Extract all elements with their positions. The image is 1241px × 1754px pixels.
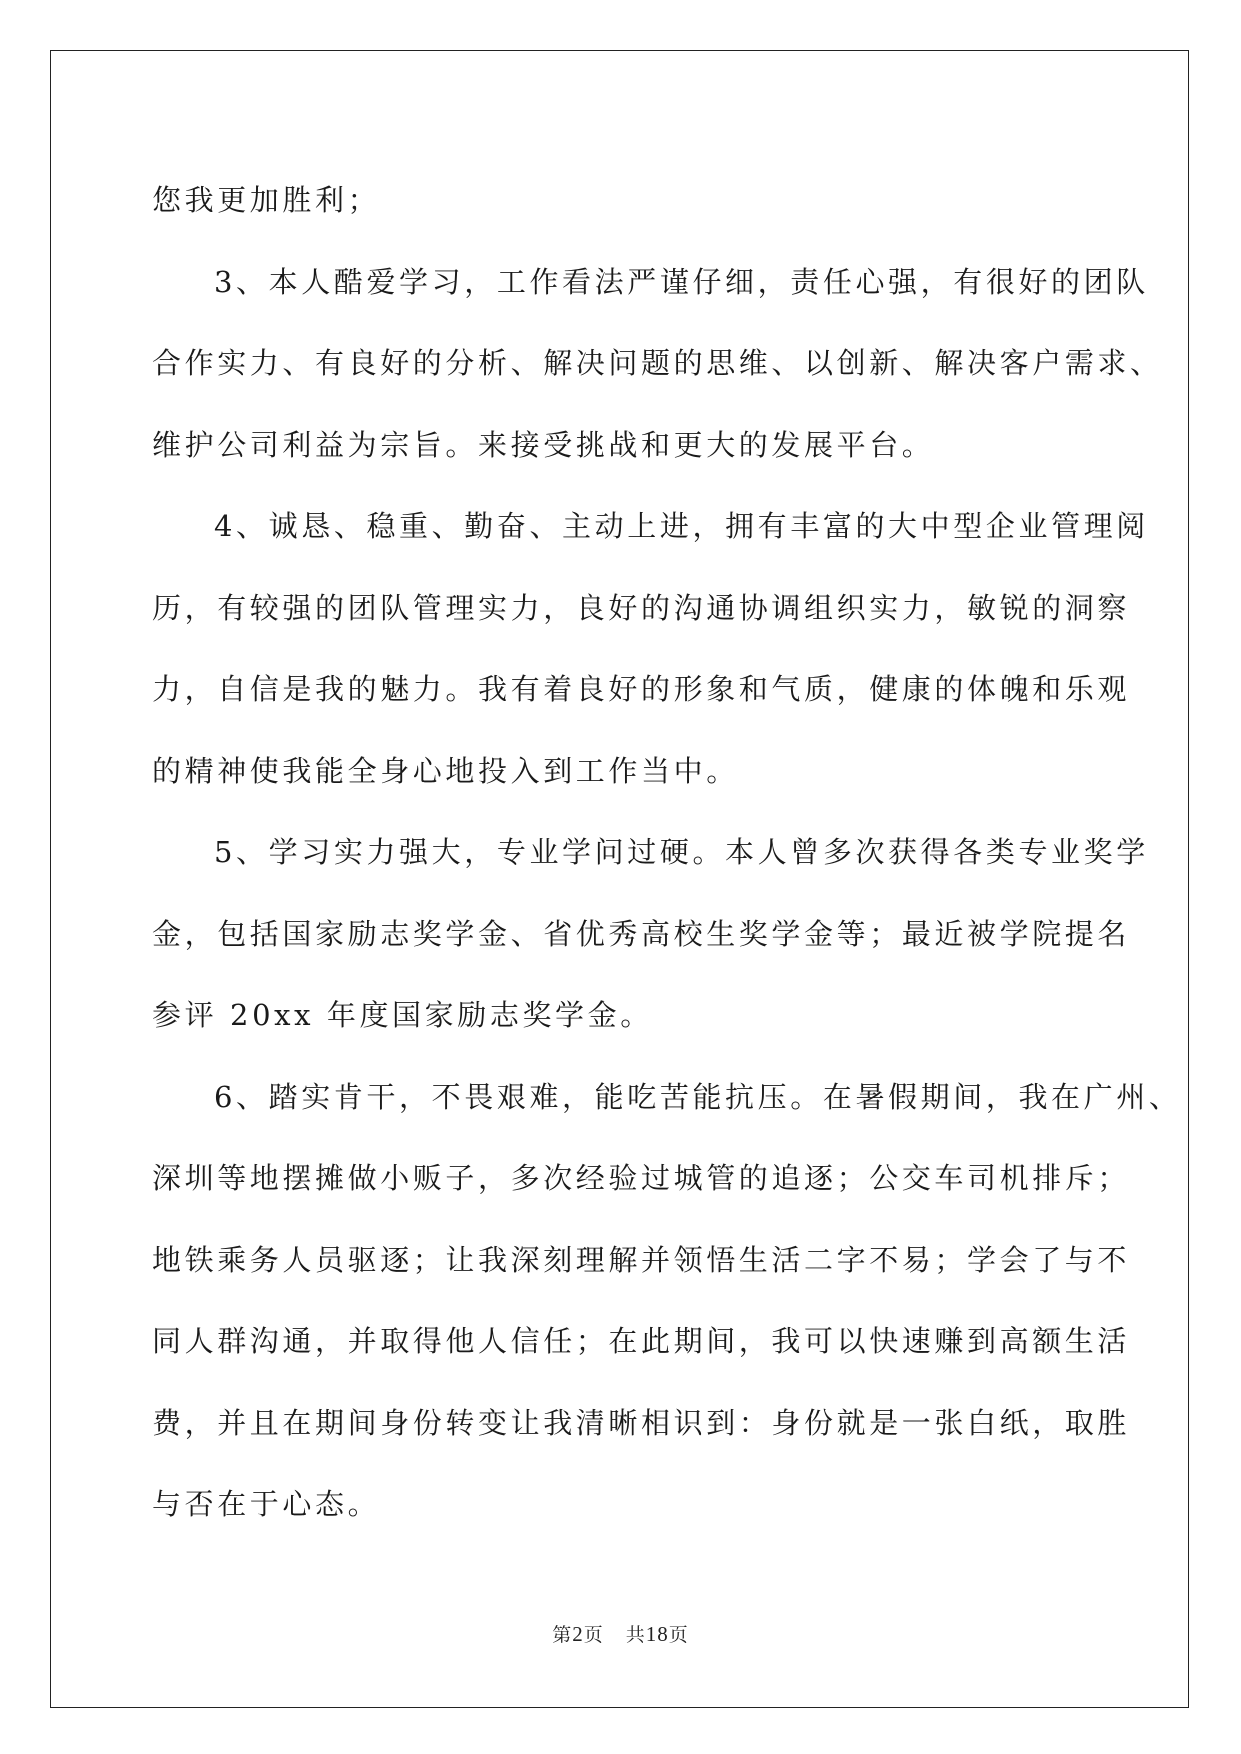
total-suffix: 页 bbox=[668, 1624, 689, 1646]
text-line: 维护公司利益为宗旨。来接受挑战和更大的发展平台。 bbox=[152, 427, 935, 462]
paragraph-item-6 bbox=[152, 1057, 1182, 1546]
text-line: 地铁乘务人员驱逐；让我深刻理解并领悟生活二字不易；学会了与不 bbox=[152, 1242, 1131, 1277]
text-line: 历，有较强的团队管理实力，良好的沟通协调组织实力，敏锐的洞察 bbox=[152, 590, 1131, 625]
text-line: 深圳等地摆摊做小贩子，多次经验过城管的追逐；公交车司机排斥； bbox=[152, 1161, 1131, 1195]
text-line: 与否在于心态。 bbox=[152, 1487, 381, 1521]
text-line: 3、本人酷爱学习，工作看法严谨仔细，责任心强，有很好的团队 bbox=[214, 264, 1149, 299]
text-line: 合作实力、有良好的分析、解决问题的思维、以创新、解决客户需求、 bbox=[152, 346, 1163, 380]
page-suffix: 页 bbox=[583, 1624, 604, 1646]
text-line: 参评 20xx 年度国家励志奖学金。 bbox=[152, 998, 653, 1032]
text-line: 6、踏实肯干，不畏艰难，能吃苦能抗压。在暑假期间，我在广州、 bbox=[214, 1079, 1182, 1114]
total-prefix: 共 bbox=[625, 1624, 646, 1646]
document-body bbox=[152, 160, 1182, 1546]
page-prefix: 第 bbox=[552, 1624, 573, 1646]
text-line: 的精神使我能全身心地投入到工作当中。 bbox=[152, 753, 739, 788]
total-pages: 18 bbox=[645, 1622, 669, 1646]
page-number: 2 bbox=[572, 1622, 584, 1646]
text-line: 同人群沟通，并取得他人信任；在此期间，我可以快速赚到高额生活 bbox=[152, 1324, 1131, 1358]
text-line: 5、学习实力强大，专业学问过硬。本人曾多次获得各类专业奖学 bbox=[214, 835, 1149, 869]
text-line: 力，自信是我的魅力。我有着良好的形象和气质，健康的体魄和乐观 bbox=[152, 672, 1131, 706]
text-line: 4、诚恳、稳重、勤奋、主动上进，拥有丰富的大中型企业管理阅 bbox=[214, 509, 1149, 543]
page-footer bbox=[0, 1620, 1241, 1647]
text-line: 您我更加胜利； bbox=[152, 183, 381, 217]
paragraph-continuation bbox=[152, 160, 1092, 242]
paragraph-item-3 bbox=[152, 242, 1163, 487]
paragraph-item-4 bbox=[152, 486, 1149, 812]
text-line: 费，并且在期间身份转变让我清晰相识到：身份就是一张白纸，取胜 bbox=[152, 1405, 1131, 1440]
text-line: 金，包括国家励志奖学金、省优秀高校生奖学金等；最近被学院提名 bbox=[152, 916, 1131, 951]
paragraph-item-5 bbox=[152, 812, 1149, 1057]
